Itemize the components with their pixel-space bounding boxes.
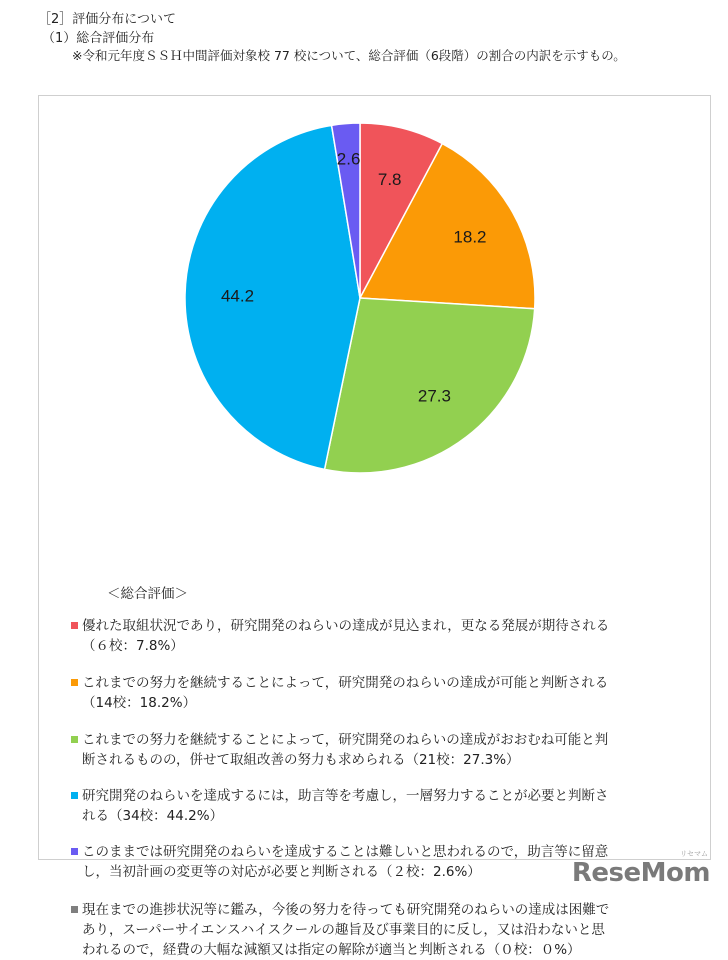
pie-data-label: 27.3 bbox=[417, 386, 451, 406]
legend-text: れる（34校：44.2%） bbox=[82, 808, 224, 824]
legend-marker bbox=[71, 848, 78, 855]
pie-data-label: 7.8 bbox=[377, 170, 402, 190]
pie-data-label: 44.2 bbox=[220, 286, 255, 306]
legend-marker bbox=[71, 792, 78, 799]
legend-text: このままでは研究開発のねらいを達成することは難しいと思われるので，助言等に留意 bbox=[82, 844, 609, 860]
watermark-logo: ReseMom bbox=[571, 858, 710, 888]
legend-text: これまでの努力を継続することによって，研究開発のねらいの達成がおおむね可能と判 bbox=[82, 732, 609, 748]
legend-marker bbox=[71, 622, 78, 629]
legend-text: われるので，経費の大幅な減額又は指定の解除が適当と判断される（０校：０%） bbox=[82, 942, 581, 958]
legend-item bbox=[71, 730, 691, 770]
legend-marker bbox=[71, 906, 78, 913]
legend-text: 優れた取組状況であり，研究開発のねらいの達成が見込まれ，更なる発展が期待される bbox=[82, 618, 610, 634]
legend-title: ＜総合評価＞ bbox=[107, 586, 188, 602]
legend-text: あり，スーパーサイエンスハイスクールの趣旨及び事業目的に反し，又は沿わないと思 bbox=[82, 922, 605, 938]
legend-item bbox=[71, 616, 691, 656]
pie-data-label: 18.2 bbox=[453, 227, 487, 247]
pie-chart bbox=[39, 96, 710, 496]
pie-slice bbox=[185, 125, 360, 469]
pie-data-label: 2.6 bbox=[336, 149, 361, 169]
legend-text: 現在までの進捗状況等に鑑み，今後の努力を待っても研究開発のねらいの達成は困難で bbox=[82, 902, 610, 918]
legend-text: し，当初計画の変更等の対応が必要と判断される（２校：2.6%） bbox=[82, 864, 481, 880]
legend-text: 研究開発のねらいを達成するには，助言等を考慮し，一層努力することが必要と判断さ bbox=[82, 788, 609, 804]
legend-text: 断されるものの，併せて取組改善の努力も求められる（21校：27.3%） bbox=[82, 752, 520, 768]
section-title: ［2］評価分布について bbox=[38, 12, 177, 27]
watermark-sub: リセマム bbox=[680, 850, 708, 858]
legend-item bbox=[71, 900, 691, 960]
subsection-title: （1）総合評価分布 bbox=[42, 31, 155, 46]
legend-text: これまでの努力を継続することによって，研究開発のねらいの達成が可能と判断される bbox=[82, 675, 609, 691]
legend-item bbox=[71, 786, 691, 826]
legend-text: （14校：18.2%） bbox=[82, 695, 197, 711]
legend-item bbox=[71, 673, 691, 713]
chart-note: ※令和元年度ＳＳＨ中間評価対象校 77 校について、総合評価（6段階）の割合の内訳を示すもの。 bbox=[72, 48, 626, 63]
legend-marker bbox=[71, 736, 78, 743]
legend-text: （６校：7.8%） bbox=[82, 638, 184, 654]
legend-marker bbox=[71, 679, 78, 686]
